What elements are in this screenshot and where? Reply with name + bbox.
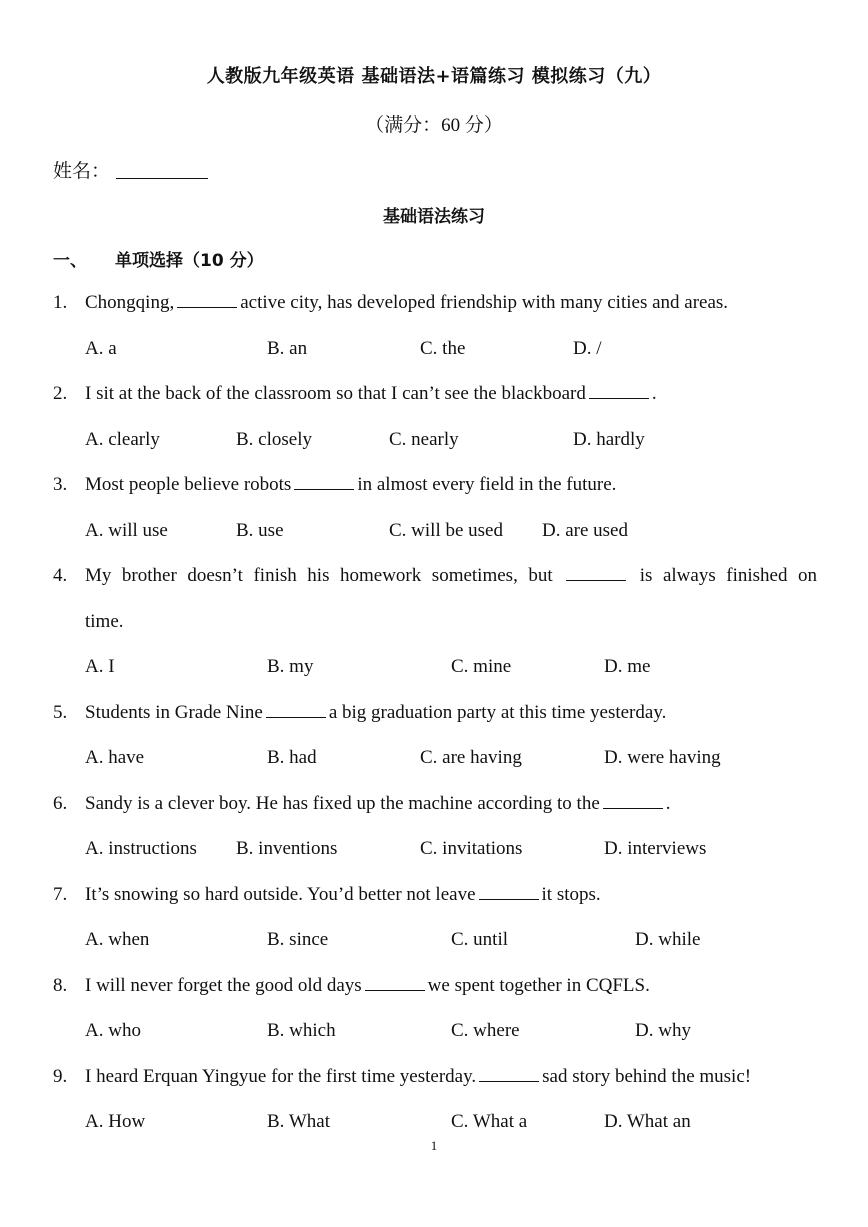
option-d: D. me — [604, 656, 651, 677]
question-number: 3. — [53, 474, 68, 495]
option-c: C. invitations — [420, 838, 523, 859]
option-a: A. How — [85, 1111, 146, 1132]
name-blank-line — [116, 160, 208, 179]
section-title: 基础语法练习 — [383, 207, 485, 227]
name-field — [53, 156, 208, 183]
option-d: D. are used — [542, 520, 628, 541]
stem-after: . — [651, 383, 657, 404]
stem-after: is always finished on — [639, 565, 817, 586]
option-b: B. my — [267, 656, 314, 677]
option-a: A. a — [85, 338, 117, 359]
answer-blank — [365, 976, 425, 991]
question-4 — [53, 565, 823, 632]
question-stem — [85, 793, 817, 815]
stem-before: I will never forget the good old days — [85, 975, 362, 996]
option-d: D. What an — [604, 1111, 691, 1132]
answer-blank — [479, 885, 539, 900]
question-number: 8. — [53, 975, 68, 996]
question-stem — [85, 565, 817, 587]
option-a: A. clearly — [85, 429, 160, 450]
stem-after: active city, has developed friendship with many cities and areas. — [240, 292, 729, 313]
stem-before: Most people believe robots — [85, 474, 292, 495]
question-stem — [85, 383, 817, 405]
score-line: （满分：60 分） — [365, 115, 503, 136]
option-a: A. I — [85, 656, 115, 677]
option-d: D. why — [635, 1020, 691, 1041]
stem-before: Chongqing, — [85, 292, 175, 313]
option-c: C. until — [451, 929, 509, 950]
option-c: C. nearly — [389, 429, 459, 450]
answer-blank — [294, 475, 354, 490]
option-d: D. / — [573, 338, 602, 359]
option-d: D. were having — [604, 747, 721, 768]
question-stem — [85, 975, 817, 997]
option-d: D. hardly — [573, 429, 645, 450]
stem-after: . — [665, 793, 671, 814]
question-stem — [85, 1066, 817, 1088]
option-d: D. while — [635, 929, 701, 950]
part-title: 单项选择（10 分） — [115, 251, 264, 271]
question-number: 5. — [53, 702, 68, 723]
answer-blank — [566, 566, 626, 581]
option-a: A. who — [85, 1020, 141, 1041]
option-b: B. had — [267, 747, 317, 768]
stem-before: I sit at the back of the classroom so that I can’t see the blackboard — [85, 383, 586, 404]
stem-before: I heard Erquan Yingyue for the first time yesterday. — [85, 1066, 477, 1087]
option-d: D. interviews — [604, 838, 707, 859]
name-label: 姓名： — [53, 161, 111, 182]
stem-after: in almost every field in the future. — [357, 474, 617, 495]
option-b: B. What — [267, 1111, 330, 1132]
stem-after: it stops. — [541, 884, 601, 905]
stem-before: Students in Grade Nine — [85, 702, 263, 723]
option-c: C. where — [451, 1020, 520, 1041]
option-b: B. use — [236, 520, 284, 541]
page-title: 人教版九年级英语 基础语法+语篇练习 模拟练习（九） — [206, 66, 662, 87]
stem-before: Sandy is a clever boy. He has fixed up the machine according to the — [85, 793, 600, 814]
answer-blank — [479, 1067, 539, 1082]
stem-after: a big graduation party at this time yesterday. — [328, 702, 667, 723]
option-c: C. the — [420, 338, 466, 359]
question-number: 4. — [53, 565, 68, 586]
question-number: 6. — [53, 793, 68, 814]
stem-before: It’s snowing so hard outside. You’d better not leave — [85, 884, 476, 905]
option-a: A. when — [85, 929, 150, 950]
question-stem — [85, 474, 817, 496]
option-b: B. closely — [236, 429, 312, 450]
question-stem — [85, 702, 817, 724]
stem-after: we spent together in CQFLS. — [427, 975, 650, 996]
answer-blank — [589, 384, 649, 399]
option-b: B. inventions — [236, 838, 338, 859]
option-c: C. mine — [451, 656, 512, 677]
question-number: 2. — [53, 383, 68, 404]
option-b: B. which — [267, 1020, 336, 1041]
page-number: 1 — [430, 1138, 438, 1153]
option-a: A. have — [85, 747, 145, 768]
option-c: C. will be used — [389, 520, 503, 541]
option-c: C. What a — [451, 1111, 528, 1132]
question-stem — [85, 884, 817, 906]
option-a: A. instructions — [85, 838, 197, 859]
question-stem — [85, 292, 817, 314]
answer-blank — [177, 293, 237, 308]
question-number: 7. — [53, 884, 68, 905]
part-number: 一、 — [53, 251, 87, 271]
answer-blank — [266, 703, 326, 718]
option-b: B. an — [267, 338, 308, 359]
part-heading — [53, 246, 264, 271]
stem-continuation: time. — [85, 611, 124, 632]
answer-blank — [603, 794, 663, 809]
option-c: C. are having — [420, 747, 522, 768]
question-number: 1. — [53, 292, 68, 313]
stem-after: sad story behind the music! — [542, 1066, 752, 1087]
option-a: A. will use — [85, 520, 168, 541]
option-b: B. since — [267, 929, 329, 950]
stem-before: My brother doesn’t finish his homework sometimes, but — [85, 565, 553, 586]
question-number: 9. — [53, 1066, 68, 1087]
